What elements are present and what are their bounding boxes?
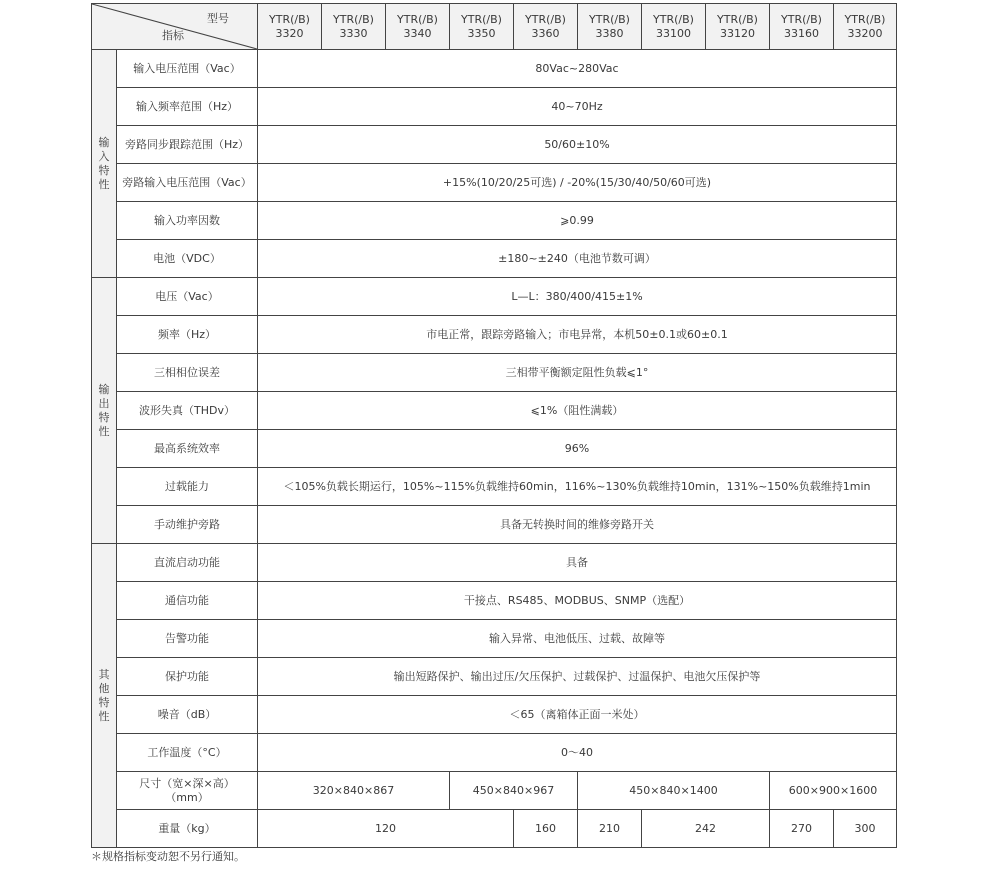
row-value: 具备 [258, 544, 897, 582]
table-row [92, 468, 897, 506]
table-row [92, 620, 897, 658]
row-label: 工作温度（°C） [117, 734, 258, 772]
row-value: 三相带平衡额定阻性负载⩽1° [258, 354, 897, 392]
row-value: 96% [258, 430, 897, 468]
table-row [92, 88, 897, 126]
row-value: 输入异常、电池低压、过载、故障等 [258, 620, 897, 658]
table-row [92, 126, 897, 164]
model-header: YTR(/B) 3320 [258, 4, 322, 50]
table-row [92, 50, 897, 88]
row-value: ＜65（离箱体正面一米处） [258, 696, 897, 734]
footnote: ＊规格指标变动恕不另行通知。 [91, 850, 245, 863]
table-row [92, 696, 897, 734]
row-value: ±180~±240（电池节数可调） [258, 240, 897, 278]
table-row [92, 392, 897, 430]
corner-model-label: 型号 [207, 12, 229, 25]
row-value: 干接点、RS485、MODBUS、SNMP（选配） [258, 582, 897, 620]
row-label: 噪音（dB） [117, 696, 258, 734]
model-header: YTR(/B) 3360 [514, 4, 578, 50]
weight-value: 120 [258, 810, 514, 848]
model-header: YTR(/B) 33100 [642, 4, 706, 50]
table-row [92, 430, 897, 468]
weight-value: 242 [642, 810, 770, 848]
row-label: 频率（Hz） [117, 316, 258, 354]
row-value: ＜105%负载长期运行，105%~115%负载维持60min，116%~130%负载维持10min，131%~150%负载维持1min [258, 468, 897, 506]
model-header: YTR(/B) 3350 [450, 4, 514, 50]
row-label: 过载能力 [117, 468, 258, 506]
category-output: 输出特性 [92, 278, 117, 544]
row-label: 通信功能 [117, 582, 258, 620]
row-value: +15%(10/20/25可选) / -20%(15/30/40/50/60可选) [258, 164, 897, 202]
row-label: 波形失真（THDv） [117, 392, 258, 430]
row-value: ⩽1%（阻性满载） [258, 392, 897, 430]
table-row [92, 658, 897, 696]
weight-label: 重量（kg） [117, 810, 258, 848]
model-header: YTR(/B) 33160 [770, 4, 834, 50]
weight-value: 270 [770, 810, 834, 848]
weight-value: 300 [834, 810, 897, 848]
row-label: 三相相位误差 [117, 354, 258, 392]
table-row [92, 164, 897, 202]
row-value: 具备无转换时间的维修旁路开关 [258, 506, 897, 544]
row-value: L—L：380/400/415±1% [258, 278, 897, 316]
row-label: 旁路输入电压范围（Vac） [117, 164, 258, 202]
table-row [92, 544, 897, 582]
row-label: 输入频率范围（Hz） [117, 88, 258, 126]
row-label: 告警功能 [117, 620, 258, 658]
category-input: 输入特性 [92, 50, 117, 278]
table-row [92, 582, 897, 620]
weight-value: 210 [578, 810, 642, 848]
row-value: 输出短路保护、输出过压/欠压保护、过载保护、过温保护、电池欠压保护等 [258, 658, 897, 696]
table-row [92, 316, 897, 354]
table-row [92, 734, 897, 772]
size-value: 450×840×1400 [578, 772, 770, 810]
size-label: 尺寸（宽×深×高） （mm） [117, 772, 258, 810]
row-value: 40~70Hz [258, 88, 897, 126]
row-label: 旁路同步跟踪范围（Hz） [117, 126, 258, 164]
table-row [92, 278, 897, 316]
spec-table [91, 3, 897, 848]
size-value: 320×840×867 [258, 772, 450, 810]
model-header: YTR(/B) 3330 [322, 4, 386, 50]
row-label: 手动维护旁路 [117, 506, 258, 544]
row-label: 输入电压范围（Vac） [117, 50, 258, 88]
table-row [92, 506, 897, 544]
size-row [92, 772, 897, 810]
table-row [92, 354, 897, 392]
model-header: YTR(/B) 33200 [834, 4, 897, 50]
size-value: 450×840×967 [450, 772, 578, 810]
table-row [92, 202, 897, 240]
size-value: 600×900×1600 [770, 772, 897, 810]
model-header: YTR(/B) 3340 [386, 4, 450, 50]
row-label: 输入功率因数 [117, 202, 258, 240]
row-label: 最高系统效率 [117, 430, 258, 468]
row-label: 电压（Vac） [117, 278, 258, 316]
row-value: ⩾0.99 [258, 202, 897, 240]
category-other: 其他特性 [92, 544, 117, 848]
row-value: 0～40 [258, 734, 897, 772]
corner-metric-label: 指标 [162, 29, 184, 42]
model-header: YTR(/B) 3380 [578, 4, 642, 50]
row-label: 电池（VDC） [117, 240, 258, 278]
row-value: 80Vac~280Vac [258, 50, 897, 88]
weight-row [92, 810, 897, 848]
row-value: 50/60±10% [258, 126, 897, 164]
corner-cell [92, 4, 258, 50]
header-row [92, 4, 897, 50]
row-label: 直流启动功能 [117, 544, 258, 582]
row-value: 市电正常，跟踪旁路输入；市电异常，本机50±0.1或60±0.1 [258, 316, 897, 354]
row-label: 保护功能 [117, 658, 258, 696]
table-row [92, 240, 897, 278]
weight-value: 160 [514, 810, 578, 848]
model-header: YTR(/B) 33120 [706, 4, 770, 50]
